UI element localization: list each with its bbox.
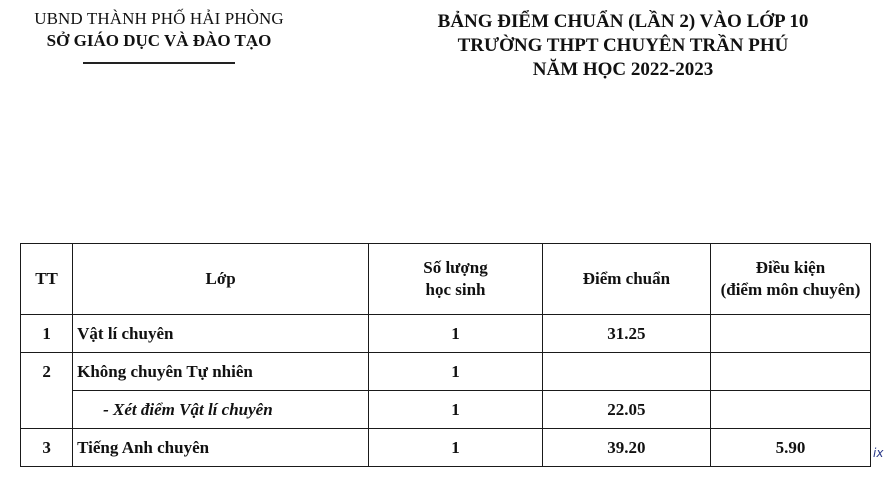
cell-diem-chuan: 22.05 [542,391,710,429]
cell-so-luong: 1 [369,391,543,429]
cell-lop: - Xét điểm Vật lí chuyên [73,391,369,429]
cell-tt: 1 [21,315,73,353]
header-dieu-kien [710,244,870,315]
cell-dieu-kien [710,315,870,353]
department-name: SỞ GIÁO DỤC VÀ ĐÀO TẠO [46,31,272,50]
cell-dieu-kien [710,391,870,429]
cell-diem-chuan [542,353,710,391]
header-diem-chuan: Điểm chuẩn [542,244,710,315]
title-line-3: NĂM HỌC 2022-2023 [532,59,714,80]
cell-diem-chuan: 31.25 [542,315,710,353]
table-row [21,353,871,391]
cell-tt: 2 [21,353,73,391]
cell-lop: Tiếng Anh chuyên [73,429,369,467]
header-dieu-kien-line-1: Điều kiện [755,258,826,277]
header-underline [83,62,235,64]
document-title [398,10,848,82]
header-so-luong-line-2: học sinh [425,280,486,299]
cell-dieu-kien: 5.90 [710,429,870,467]
cell-so-luong: 1 [369,315,543,353]
cell-dieu-kien [710,353,870,391]
table-row [21,391,871,429]
title-line-2: TRƯỜNG THPT CHUYÊN TRẦN PHÚ [457,35,789,56]
cell-lop: Không chuyên Tự nhiên [73,353,369,391]
table-header-row [21,244,871,315]
title-line-1: BẢNG ĐIỂM CHUẨN (LẦN 2) VÀO LỚP 10 [437,11,809,32]
score-table [20,243,871,467]
cell-lop: Vật lí chuyên [73,315,369,353]
header-dieu-kien-line-2: (điểm môn chuyên) [720,280,861,299]
cell-tt: 3 [21,429,73,467]
header-lop: Lớp [73,244,369,315]
org-name: UBND THÀNH PHỐ HẢI PHÒNG [34,9,284,28]
header-tt: TT [21,244,73,315]
header-so-luong [369,244,543,315]
margin-initial-mark: ix [873,446,884,460]
cell-tt [21,391,73,429]
table-row [21,315,871,353]
cell-diem-chuan: 39.20 [542,429,710,467]
cell-so-luong: 1 [369,353,543,391]
issuer-header [14,8,304,64]
header-so-luong-line-1: Số lượng [423,258,488,277]
table-row [21,429,871,467]
cell-so-luong: 1 [369,429,543,467]
